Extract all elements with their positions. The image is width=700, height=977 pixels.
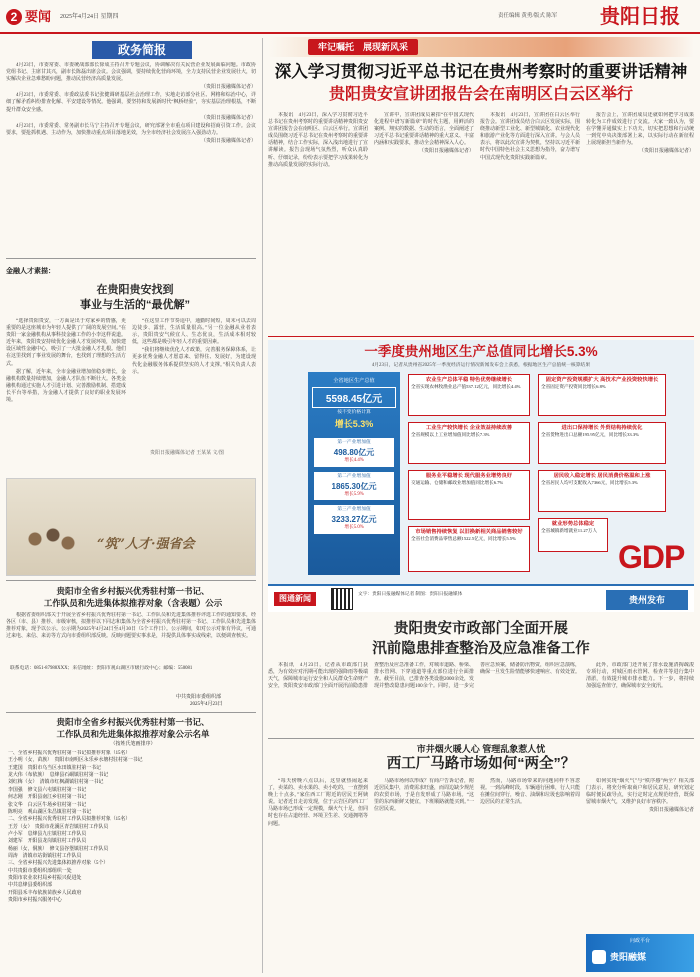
- feature-col-1: 本报讯 4月23日，深入学习贯彻习近平总书记在贵州考察时的重要讲话精神贵阳贵安宣讲团报告会在南明区、白云区举行。宣讲团成员围绕习近平总书记在贵州考察时的重要讲话精神，结合工作实际，深入浅出地进行了宣讲解读。报告会现场气氛热烈，听众认真聆听、仔细记录，纷纷表示要把学习成果转化为推动高质量发展的实际行动。: [268, 113, 368, 168]
- list-item: 二、全省乡村振兴优秀驻村工作队员拟推荐对象（15名）: [8, 817, 131, 823]
- indicator-box: 固定资产投资规模扩大 高技术产业投资较快增长 全省固定资产投资同比增长6.8%: [538, 374, 666, 416]
- inspect-headline-1: 贵阳贵安市政部门全面开展: [394, 621, 568, 637]
- gdp-headline: 一季度贵州地区生产总值同比增长5.3%: [364, 344, 598, 359]
- feature-headline-2: 贵阳贵安宣讲团报告会在南明区白云区举行: [328, 86, 633, 103]
- sector-card: 第二产业增加值 1865.30亿元 增长5.9%: [314, 472, 394, 501]
- inspect-body: 本报讯 4月23日，记者从市政部门获悉，为有效应对汛期可能出现的强降雨等极端天气，保障城市运行安全和人民群众生命财产安全，贵阳贵安市政部门全面开展汛前隐患排查整治及应急准备工作，对城市道路、桥梁、排水管网、下穿通道等重点部位进行全面排查。截至目前，已排查各类设施2000余处，发现并整改隐患问题100余个。同时，进一步完善应急预案，储备防汛物资，组织应急演练，确保一旦发生险情能够快速响应、有效处置。: [268, 663, 580, 690]
- brief-item: 4月23日，市委常委、常务副市长马宁主持召开专题会议，研究部署全市重点项目建设和招商引资工作。会议要求，要抢抓机遇、主动作为，加快推动重点项目落地见效，为全市经济社会发展注入强劲动力。: [6, 123, 256, 136]
- market-col-1: “每天傍晚六点以后，这里就热闹起来了，卖菜的、卖水果的、卖小吃的，一直摆到晚上十点多。”家住西工厂附近的居民王阿姨说。记者近日走访发现，位于云岩区的西工厂马路市场已形成一定规模，烟火气十足，但同时也存在占道经营、环境卫生差、交通拥堵等问题。: [268, 779, 368, 827]
- gdp-total-value: 5598.45亿元: [312, 387, 396, 408]
- finance-col-1: “选择贵阳贵安，一方面是出于对家乡的情感，更重要的是这座城市为年轻人提供了广阔的发展空间。”在贵阳一家金融机构从事科技金融工作的小李这样说道。近年来，贵阳贵安持续优化金融人才发展环境，加快建设区域性金融中心，吸引了一大批金融人才扎根。他们在这里找到了事业发展的舞台，也找到了理想的生活方式。 据了解，近年来，全市金融业增加值稳步增长，金融机构数量持续增加，金融人才队伍不断壮大。各类金融机构通过实施人才引进计划、完善激励机制、搭建成长平台等举措，为金融人才提供了良好的职业发展环境。: [6, 319, 126, 404]
- inspect-headline-2: 汛前隐患排查整治及应急准备工作: [372, 641, 590, 657]
- gdp-core-panel: [308, 372, 400, 575]
- gdp-subtitle: 4月23日，记者从贵州省2025年一季度经济运行情况新闻发布会上获悉，根据地区生产总值统一核算结果: [371, 363, 591, 368]
- brief-title-box: 政务简报: [92, 41, 192, 59]
- sector-card: 第三产业增加值 3233.27亿元 增长5.0%: [314, 505, 394, 534]
- app-tag: 贵阳融媒: [610, 952, 647, 962]
- indicator-box: 就业形势总体稳定 全省城镇新增就业11.27万人: [538, 518, 608, 552]
- list-item: 刘建军 开阳县龙岗镇驻村工作队员: [8, 839, 87, 845]
- list-title-2: 工作队员和先进集体拟推荐对象公示名单: [56, 729, 210, 739]
- list-item: 一、全省乡村振兴优秀驻村第一书记拟推荐对象（15名）: [8, 751, 131, 756]
- feature-source: （贵阳日报融媒体记者）: [418, 149, 474, 155]
- crowd-graphic: [17, 523, 77, 563]
- app-tag-top: 问政平台: [630, 939, 651, 944]
- list-item: 贵阳市乡村振兴服务中心: [8, 898, 62, 904]
- finance-title-line1: 在贵阳贵安找到: [96, 284, 174, 296]
- indicator-box: 居民收入稳定增长 居民消费价格温和上涨 全省居民人均可支配收入7366元，同比增长5.3%: [538, 470, 666, 512]
- gdp-total-label: 全省地区生产总值: [333, 378, 375, 384]
- feature-source: （贵阳日报融媒体记者）: [638, 149, 694, 155]
- brief-source: （贵阳日报融媒体记者）: [200, 115, 256, 121]
- market-col-2: 马路市场何以形成？有商户告诉记者，附近居民集中，消费需求旺盛，而周边缺少规范的农贸市场，于是自发形成了马路市场。“这里的东西新鲜又便宜，下班顺路就能买到。”一位居民说。: [374, 779, 474, 813]
- list-item: 王小明（女，苗族） 贵阳市南明区永乐乡水塘村驻村第一书记: [8, 758, 143, 764]
- list-item: 陈明亮 观山湖区朱昌镇驻村第一书记: [8, 809, 92, 815]
- finance-slogan: “筑”人才·强省会: [97, 537, 195, 552]
- market-author: 贵阳日报融媒体记者: [648, 808, 694, 814]
- gdp-letters-graphic: GDP: [618, 539, 685, 575]
- gdp-growth-value: 增长5.3%: [334, 419, 374, 430]
- list-item: 王芳（女） 贵阳市花溪区青岩镇驻村工作队员: [8, 824, 109, 830]
- banner-tag: 牢记嘱托 展现新风采: [308, 39, 418, 55]
- list-item: 刘红梅（女） 清镇市红枫湖镇驻村第一书记: [8, 780, 104, 786]
- indicator-box: 工业生产较快增长 企业效益持续改善 全省规模以上工业增加值同比增长7.3%: [408, 422, 530, 464]
- list-item: 中共息烽县委组织部: [8, 883, 53, 889]
- market-headline: 西工厂马路市场如何“两全”？: [386, 756, 576, 772]
- feature-col-4: 报告会上，宣讲团成员还就如何把学习成果转化为工作成效进行了交流。大家一致认为，要在学懂弄通做实上下功夫，切实把思想和行动统一到党中央决策部署上来，以实际行动在新征程上展现新担当新作为。 （贵阳日报融媒体记者）: [586, 113, 694, 155]
- notice-signature: 中共贵阳市委组织部: [176, 695, 222, 700]
- newspaper-logo: 贵阳日报: [600, 4, 680, 28]
- qr-code-icon: [332, 589, 352, 609]
- finance-col-2: “在这里工作节奏适中，通勤时间短，周末可以去周边徒步、露营，生活质量很高。”另一位金融从业者表示，贵阳贵安气候宜人、生态优良，生活成本相对较低，这些都是吸引年轻人才的重要因素。 “我们将继续优化人才政策，完善服务保障体系，让更多优秀金融人才愿意来、留得住、发展好，为建设现代化金融服务体系提供坚实的人才支撑。”相关负责人表示。: [132, 319, 256, 375]
- market-col-3: 然而，马路市场带来的问题同样不容忽视。一到高峰时段，车辆通行困难，行人只能在摊位间穿行，噪音、油烟和垃圾也影响着周边居民的正常生活。: [480, 779, 580, 806]
- notice-body: 根据省委组织部关于开展全省乡村振兴优秀驻村第一书记、工作队员和先进集体推荐评选工作的通知要求，经各区（市、县）推荐、市级审核，拟推荐以下同志和集体为全省乡村振兴优秀驻村第一书记、工作队员和先进集体推荐对象，现予以公示。公示期为2025年4月24日至4月30日（5个工作日）。公示期间，如对公示对象有异议，可通过来电、来信、来访等方式向市委组织部反映。反映问题要实事求是，并提供具体事实或线索，以便调查核实。: [6, 613, 256, 640]
- brief-source: （贵阳日报融媒体记者）: [200, 138, 256, 144]
- gdp-growth-label: 按不变价格计算: [337, 410, 371, 416]
- list-item: 王建国 贵阳市乌当区水田镇驻村第一书记: [8, 765, 101, 771]
- notice-contact: 联系电话：0851-87988XXX；来信地址：贵阳市观山湖区市级行政中心；邮编：550081: [10, 666, 193, 671]
- page-header: [0, 0, 700, 34]
- list-item: 杨丽（女，侗族） 修文县谷堡镇驻村工作队员: [8, 846, 109, 852]
- indicator-box: 服务业平稳增长 现代服务业增势良好 交通运输、仓储和邮政业增加值同比增长6.7%: [408, 470, 530, 520]
- feature-headline-1: 深入学习贯彻习近平总书记在贵州考察时的重要讲话精神: [274, 63, 688, 81]
- list-item: 贵阳市农业农村局乡村振兴促进处: [8, 876, 82, 882]
- list-item: 开阳县禾丰布依族苗族乡人民政府: [8, 890, 82, 896]
- app-promo: [586, 934, 694, 972]
- brief-body: [6, 62, 256, 258]
- feature-banner: [268, 37, 694, 57]
- market-kicker: 市井烟火暖人心 管理乱象惹人忧: [416, 744, 546, 754]
- section-name: 要闻: [25, 9, 52, 24]
- gdp-footer: [268, 584, 694, 612]
- notice-title-1: 贵阳市全省乡村振兴优秀驻村第一书记、: [56, 586, 210, 596]
- list-title-1: 贵阳市全省乡村振兴优秀驻村第一书记、: [56, 717, 210, 727]
- indicator-box: 市场销售持续恢复 以旧换新相关商品销售较好 全省社会消费品零售总额1522.5亿元，同比增长5.5%: [408, 526, 530, 572]
- list-note: （按姓氏笔画排序）: [110, 742, 156, 747]
- issue-date: 2025年4月24日 星期四: [60, 14, 119, 20]
- list-item: 卢小军 息烽县九庄镇驻村工作队员: [8, 831, 87, 837]
- list-item: 何志刚 开阳县南江乡驻村第一书记: [8, 795, 87, 801]
- brief-source: （贵阳日报融媒体记者）: [200, 85, 256, 91]
- finance-photo: [6, 478, 256, 576]
- list-item: 三、全省乡村振兴先进集体拟推荐对象（5个）: [8, 861, 109, 867]
- market-col-4: 如何实现“烟火气”与“秩序感”两全？相关部门表示，将充分听取商户和居民意见，研究划定临时便民疏导点，实行定时定点规范经营，既保留城市烟火气，又维护良好市容秩序。 贵阳日报融媒体记者: [586, 779, 694, 814]
- footer-tag: 图通新闻: [274, 592, 316, 606]
- brand-badge: 贵州发布: [606, 590, 688, 610]
- finance-title-line2: 事业与生活的“最优解”: [80, 299, 190, 311]
- indicator-box: 进出口保持增长 外贸结构持续优化 全省货物进出口总额195.95亿元，同比增长33.3%: [538, 422, 666, 464]
- list-item: 中共贵阳市委组织部组织一处: [8, 868, 72, 874]
- brief-item: 4月23日，市委常委、市委政法委书记张健调研基层社会治理工作，实地走访部分社区、网格和综治中心，详细了解矛盾纠纷排查化解、平安建设等情况。他强调，要坚持和发展新时代“枫桥经验”，夯实基层治理根基，不断提升群众安全感。: [6, 93, 256, 113]
- notice-date: 2025年4月23日: [190, 702, 223, 707]
- list-item: 张文华 白云区牛场乡驻村第一书记: [8, 802, 87, 808]
- footer-credits: 文字：贵阳日报融媒体记者 制图：贵阳日报融媒体: [358, 592, 463, 597]
- indicator-box: 农业生产总体平稳 特色优势继续增长 全省实现农林牧渔业总产值537.12亿元，同比增长4.4%: [408, 374, 530, 416]
- brief-item: 4月23日，市委常委、市委统战部部长徐成主持召开专题会议，协调解决有关民营企业发展面临问题。市政协党组书记、主席甘其兴，副市长陈磊出席会议。会议强调，要持续优化营商环境，全力支持民营企业发展壮大，切实解决企业急难愁盼问题，推动民营经济高质量发展。: [6, 63, 256, 83]
- page-number-badge: 2: [6, 9, 22, 25]
- list-item: 周涛 清镇市站街镇驻村工作队员: [8, 854, 82, 860]
- finance-author: 贵阳日报融媒体记者 王某某 文/图: [150, 451, 224, 456]
- notice-title-2: 工作队员和先进集体拟推荐对象（含表题）公示: [43, 598, 223, 608]
- feature-col-3: 本报讯 4月23日，宣讲团在白云区举行报告会。宣讲团成员结合白云区发展实际，围绕推动新型工业化、新型城镇化、农业现代化和旅游产业化等方面进行深入宣讲。与会人员表示，将以此次宣讲为契机，坚持以习近平新时代中国特色社会主义思想为指导，奋力谱写中国式现代化贵阳实践新篇章。: [480, 113, 580, 161]
- list-item: 龙大伟（布依族） 息烽县石硐镇驻村第一书记: [8, 773, 109, 779]
- list-item: 李国强 修文县六屯镇驻村第一书记: [8, 787, 87, 793]
- app-icon: [592, 950, 606, 964]
- finance-kicker: 金融人才素描：: [6, 268, 55, 275]
- list-body: [8, 750, 256, 972]
- feature-col-2: 宣讲中，宣讲团成员紧扣“在中国式现代化进程中谱写新篇章”的时代主题，用鲜活的案例、翔实的数据、生动的语言，全面阐述了习近平总书记重要讲话精神的重大意义、丰富内涵和实践要求，推动全会精神深入人心。 （贵阳日报融媒体记者）: [374, 113, 474, 155]
- inspect-body-2: 此外，市政部门还开展了排水设施清掏疏浚专项行动，对城区雨水管网、检查井等进行集中清淤，有效提升城市排水能力。下一步，将持续加强巡查值守，确保城市安全度汛。: [586, 663, 694, 690]
- sector-card: 第一产业增加值 498.80亿元 增长4.4%: [314, 438, 394, 467]
- gdp-infographic: [268, 340, 694, 612]
- editor-credits: 责任编辑 黄勇/版式 陈军: [498, 13, 558, 19]
